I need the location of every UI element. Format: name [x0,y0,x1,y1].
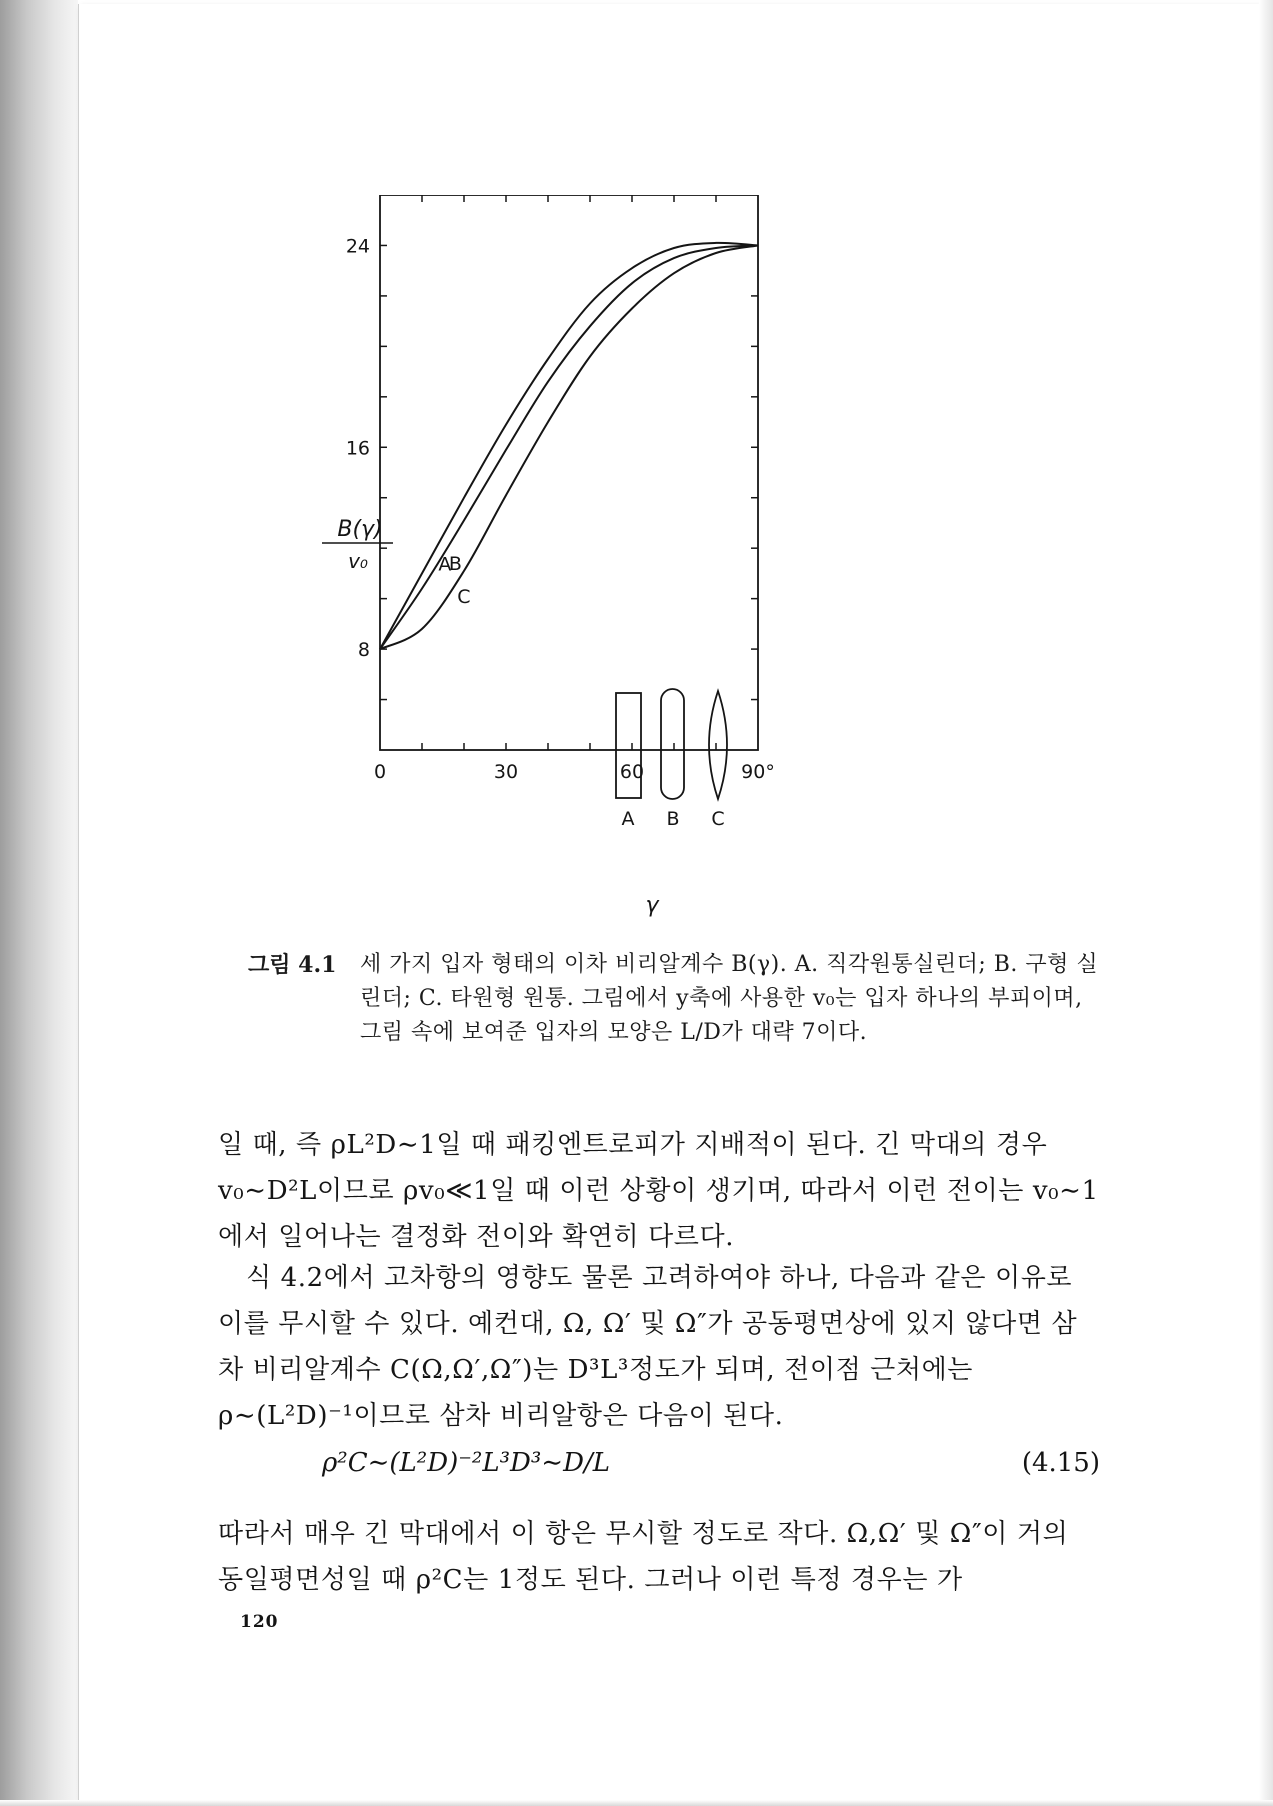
curve-a [380,243,758,649]
curve-b [380,246,758,650]
tick-labels [346,235,775,783]
y-tick-label: 16 [345,437,370,460]
y-tick-label: 24 [345,235,370,258]
figure-caption-text: 세 가지 입자 형태의 이차 비리알계수 B(γ). A. 직각원통실린더; B. 구형 실린더; C. 타원형 원통. 그림에서 y축에 사용한 v₀는 입자 하나의 부피이며, 그림 속에 보여준 입자의 모양은 L/D가 대략 7이다. [360,952,1099,1045]
curves [380,243,758,649]
inset-label-b: B [666,808,680,830]
page-right-edge [1259,0,1273,1806]
page-bottom-edge [0,1800,1273,1806]
curve-labels [438,553,470,608]
equation-4-15 [322,1448,1100,1488]
figure-caption-number: 그림 4.1 [248,952,337,978]
body-paragraph-1: 일 때, 즉 ρL²D∼1일 때 패킹엔트로피가 지배적이 된다. 긴 막대의 경우 v₀∼D²L이므로 ρv₀≪1일 때 이런 상황이 생기며, 따라서 이런 전이는 v₀∼1에서 일어나는 결정화 전이와 확연히 다르다. [218,1130,1099,1252]
x-axis-label: γ [645,893,659,918]
page-number: 120 [240,1612,279,1632]
curve-label-b: B [448,552,462,575]
virial-coefficient-figure [300,195,900,920]
equation-number: (4.15) [1021,1448,1100,1478]
shape-c-ellipsoidal-cylinder [709,691,727,799]
x-tick-label: 30 [493,761,519,783]
plot-frame [380,195,758,750]
x-tick-label: 90° [741,761,775,783]
curve-c [380,246,758,650]
axis-ticks [380,195,758,750]
y-axis-label-numerator: B(γ) [337,517,383,542]
plot-border [380,195,758,750]
x-tick-label: 60 [619,761,645,783]
body-paragraph-2: 식 4.2에서 고차항의 영향도 물론 고려하여야 하나, 다음과 같은 이유로 이를 무시할 수 있다. 예컨대, Ω, Ω′ 및 Ω″가 공동평면상에 있지 않다면 삼차 비리알계수 C(Ω,Ω′,Ω″)는 D³L³정도가 되며, 전이점 근처에는 ρ∼(L²D)⁻¹이므로 삼차 비리알항은 다음이 된다. [218,1263,1078,1431]
equation-text: ρ²C∼(L²D)⁻²L³D³∼D/L [322,1448,610,1478]
book-edge-shadow [0,0,78,1806]
inset-label-a: A [621,808,635,830]
body-paragraph-3: 따라서 매우 긴 막대에서 이 항은 무시할 정도로 작다. Ω,Ω′ 및 Ω″이 거의 동일평면성일 때 ρ²C는 1정도 된다. 그러나 이런 특정 경우는 가 [218,1519,1069,1595]
curve-label-c: C [457,586,471,609]
shape-b-spherocylinder [661,689,684,799]
y-tick-label: 8 [357,639,370,662]
inset-label-c: C [711,808,725,830]
particle-shapes-inset [616,689,727,830]
y-axis-label-denominator: v₀ [348,549,368,573]
curve-label-a: A [438,553,452,576]
x-tick-label: 0 [373,761,387,783]
